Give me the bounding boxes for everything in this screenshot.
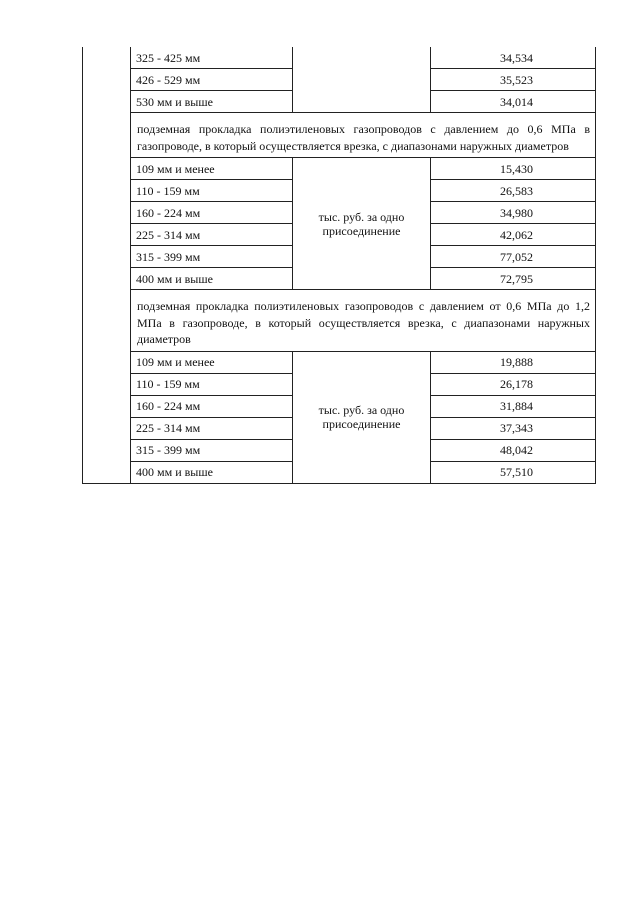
diameter-range: 530 мм и выше [131,91,293,113]
tariff-table [82,47,596,484]
rate-value: 19,888 [431,351,596,373]
rate-value: 26,583 [431,180,596,202]
rate-value: 57,510 [431,461,596,483]
diameter-range: 400 мм и выше [131,461,293,483]
diameter-range: 426 - 529 мм [131,69,293,91]
diameter-range: 315 - 399 мм [131,246,293,268]
section-heading-row [83,113,596,158]
unit-cell: тыс. руб. за одно присоединение [293,158,431,290]
diameter-range: 315 - 399 мм [131,439,293,461]
diameter-range: 110 - 159 мм [131,180,293,202]
rate-value: 72,795 [431,268,596,290]
rate-value: 31,884 [431,395,596,417]
diameter-range: 109 мм и менее [131,158,293,180]
diameter-range: 160 - 224 мм [131,395,293,417]
unit-cell [293,47,431,113]
index-column [83,47,131,483]
rate-value: 34,014 [431,91,596,113]
diameter-range: 325 - 425 мм [131,47,293,69]
rate-value: 77,052 [431,246,596,268]
rate-value: 26,178 [431,373,596,395]
diameter-range: 160 - 224 мм [131,202,293,224]
rate-value: 34,980 [431,202,596,224]
rate-value: 48,042 [431,439,596,461]
diameter-range: 225 - 314 мм [131,224,293,246]
diameter-range: 109 мм и менее [131,351,293,373]
rate-value: 34,534 [431,47,596,69]
section-heading: подземная прокладка полиэтиленовых газопроводов с давлением от 0,6 МПа до 1,2 МПа в газопроводе, в который осуществляется врезка, с диапазонами наружных диаметров [131,290,596,352]
diameter-range: 225 - 314 мм [131,417,293,439]
tariff-table-body [83,47,596,483]
rate-value: 42,062 [431,224,596,246]
diameter-range: 400 мм и выше [131,268,293,290]
table-row [83,351,596,373]
diameter-range: 110 - 159 мм [131,373,293,395]
unit-cell: тыс. руб. за одно присоединение [293,351,431,483]
section-heading-row [83,290,596,352]
section-heading: подземная прокладка полиэтиленовых газопроводов с давлением до 0,6 МПа в газопроводе, в который осуществляется врезка, с диапазонами наружных диаметров [131,113,596,158]
table-row [83,47,596,69]
table-row [83,158,596,180]
rate-value: 35,523 [431,69,596,91]
rate-value: 15,430 [431,158,596,180]
rate-value: 37,343 [431,417,596,439]
